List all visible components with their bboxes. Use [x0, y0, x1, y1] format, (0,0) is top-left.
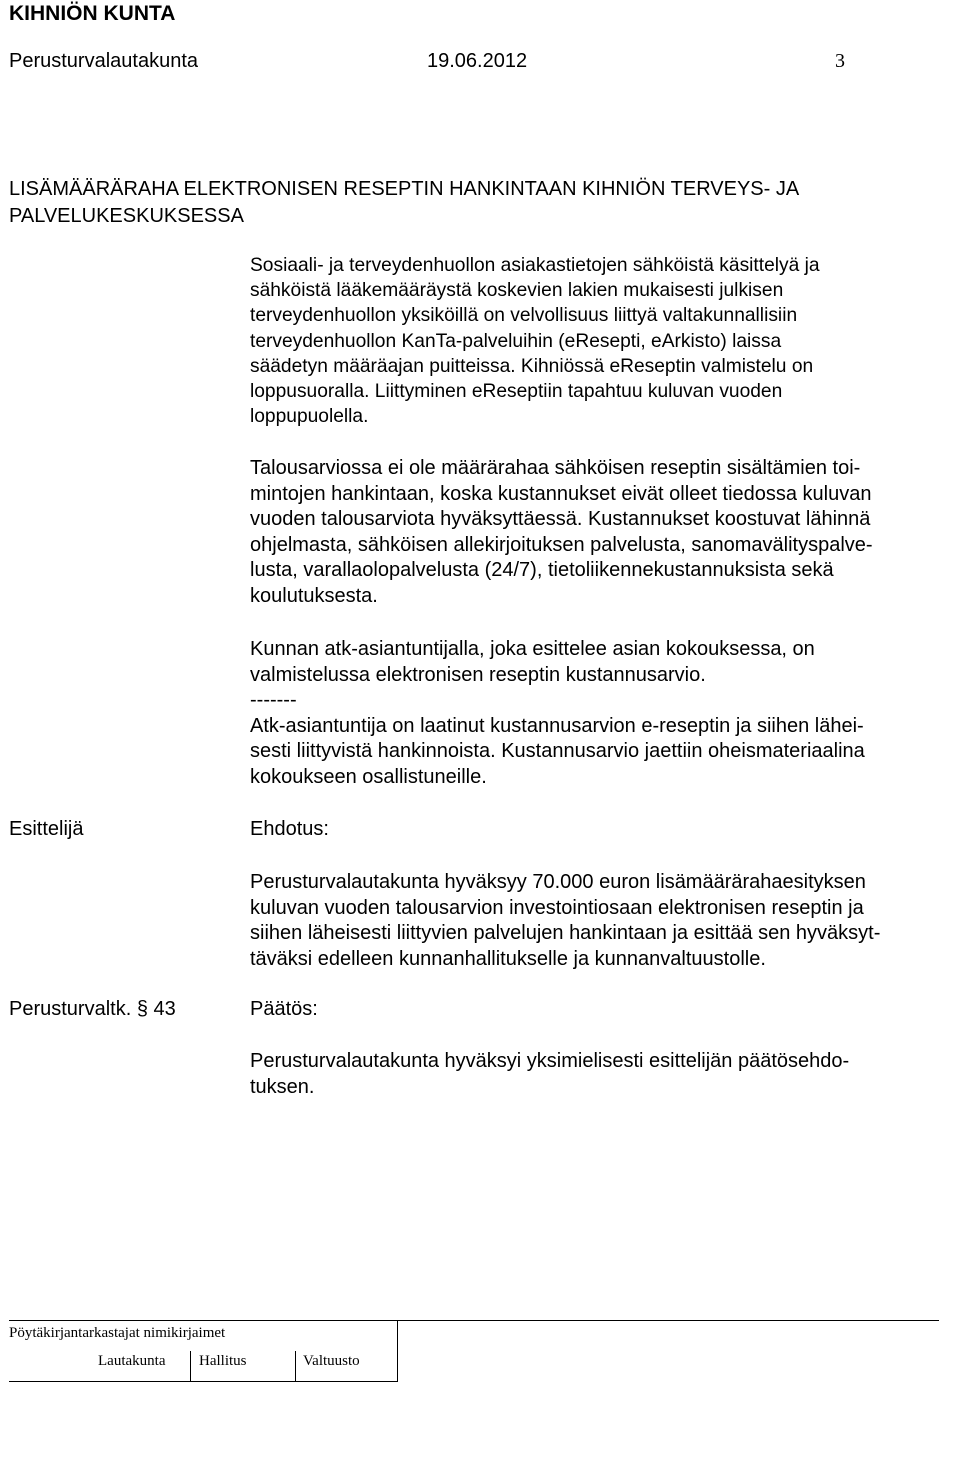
- text-line: Sosiaali- ja terveydenhuollon asiakastietojen sähköistä käsittelyä ja: [250, 255, 820, 276]
- text-line: terveydenhuollon yksiköillä on velvollisuus liittyä valtakunnallisiin: [250, 305, 798, 327]
- text-line: säädetyn määräajan puitteissa. Kihniössä eReseptin valmistelu on: [250, 355, 814, 377]
- text-line: täväksi edelleen kunnanhallitukselle ja kunnanvaltuustolle.: [250, 947, 766, 970]
- presenter-label: Esittelijä: [9, 818, 84, 840]
- paragraph-proposal: [250, 870, 955, 972]
- title-line: PALVELUKESKUKSESSA: [9, 205, 244, 227]
- text-line: sesti liittyvistä hankinnoista. Kustannusarvio jaettiin oheismateriaalina: [250, 740, 865, 762]
- decision-label: Päätös:: [250, 998, 318, 1020]
- section-reference: Perusturvaltk. § 43: [9, 998, 176, 1020]
- separator-text: -------: [250, 689, 297, 711]
- text-line: mintojen hankintaan, koska kustannukset eivät olleet tiedossa kuluvan: [250, 482, 872, 505]
- organization-name: KIHNIÖN KUNTA: [9, 2, 176, 25]
- text-line: valmistelussa elektronisen reseptin kustannusarvio.: [250, 663, 706, 686]
- text-line: Talousarviossa ei ole määrärahaa sähköisen reseptin sisältämien toi-: [250, 457, 861, 479]
- text-line: vuoden talousarviota hyväksyttäessä. Kustannukset koostuvat lähinnä: [250, 508, 871, 530]
- text-line: siihen läheisesti liittyvien palvelujen hankintaan ja esittää sen hyväksyt-: [250, 922, 881, 944]
- paragraph-cost-estimate: [250, 637, 955, 790]
- page-number: 3: [835, 50, 845, 72]
- board-name: Perusturvalautakunta: [9, 50, 199, 72]
- paragraph-background: [250, 253, 955, 429]
- text-line: ohjelmasta, sähköisen allekirjoituksen palvelusta, sanomavälityspalve-: [250, 533, 873, 556]
- signature-column-government: Hallitus: [199, 1353, 247, 1369]
- signatures-label: Pöytäkirjantarkastajat nimikirjaimet: [9, 1325, 226, 1341]
- text-line: terveydenhuollon KanTa-palveluihin (eResepti, eArkisto) laissa: [250, 330, 782, 352]
- signature-column-divider: [190, 1351, 191, 1381]
- text-line: Atk-asiantuntija on laatinut kustannusarvion e-reseptin ja siihen lähei-: [250, 714, 864, 737]
- text-line: Kunnan atk-asiantuntijalla, joka esittelee asian kokouksessa, on: [250, 638, 815, 660]
- text-line: Perusturvalautakunta hyväksyy 70.000 euron lisämäärärahaesityksen: [250, 871, 866, 893]
- text-line: sähköistä lääkemääräystä koskevien lakien mukaisesti julkisen: [250, 280, 784, 302]
- text-line: kokoukseen osallistuneille.: [250, 765, 487, 788]
- text-line: loppupuolella.: [250, 406, 369, 428]
- signature-column-divider: [295, 1351, 296, 1381]
- text-line: loppusuoralla. Liittyminen eReseptiin tapahtuu kuluvan vuoden: [250, 381, 783, 403]
- signature-column-board: Lautakunta: [98, 1353, 166, 1369]
- meeting-date: 19.06.2012: [427, 50, 528, 72]
- paragraph-decision: [250, 1049, 955, 1100]
- title-line: LISÄMÄÄRÄRAHA ELEKTRONISEN RESEPTIN HANKINTAAN KIHNIÖN TERVEYS- JA: [9, 178, 800, 200]
- signature-column-council: Valtuusto: [303, 1353, 360, 1369]
- paragraph-budget: [250, 456, 955, 609]
- text-line: lusta, varallaolopalvelusta (24/7), tietoliikennekustannuksista sekä: [250, 559, 834, 581]
- text-line: tuksen.: [250, 1075, 315, 1098]
- text-line: kuluvan vuoden talousarvion investointiosaan elektronisen reseptin ja: [250, 896, 864, 919]
- text-line: Perusturvalautakunta hyväksyi yksimielisesti esittelijän päätösehdo-: [250, 1050, 850, 1072]
- proposal-label: Ehdotus:: [250, 818, 329, 840]
- document-title: [9, 176, 799, 230]
- text-line: koulutuksesta.: [250, 584, 378, 607]
